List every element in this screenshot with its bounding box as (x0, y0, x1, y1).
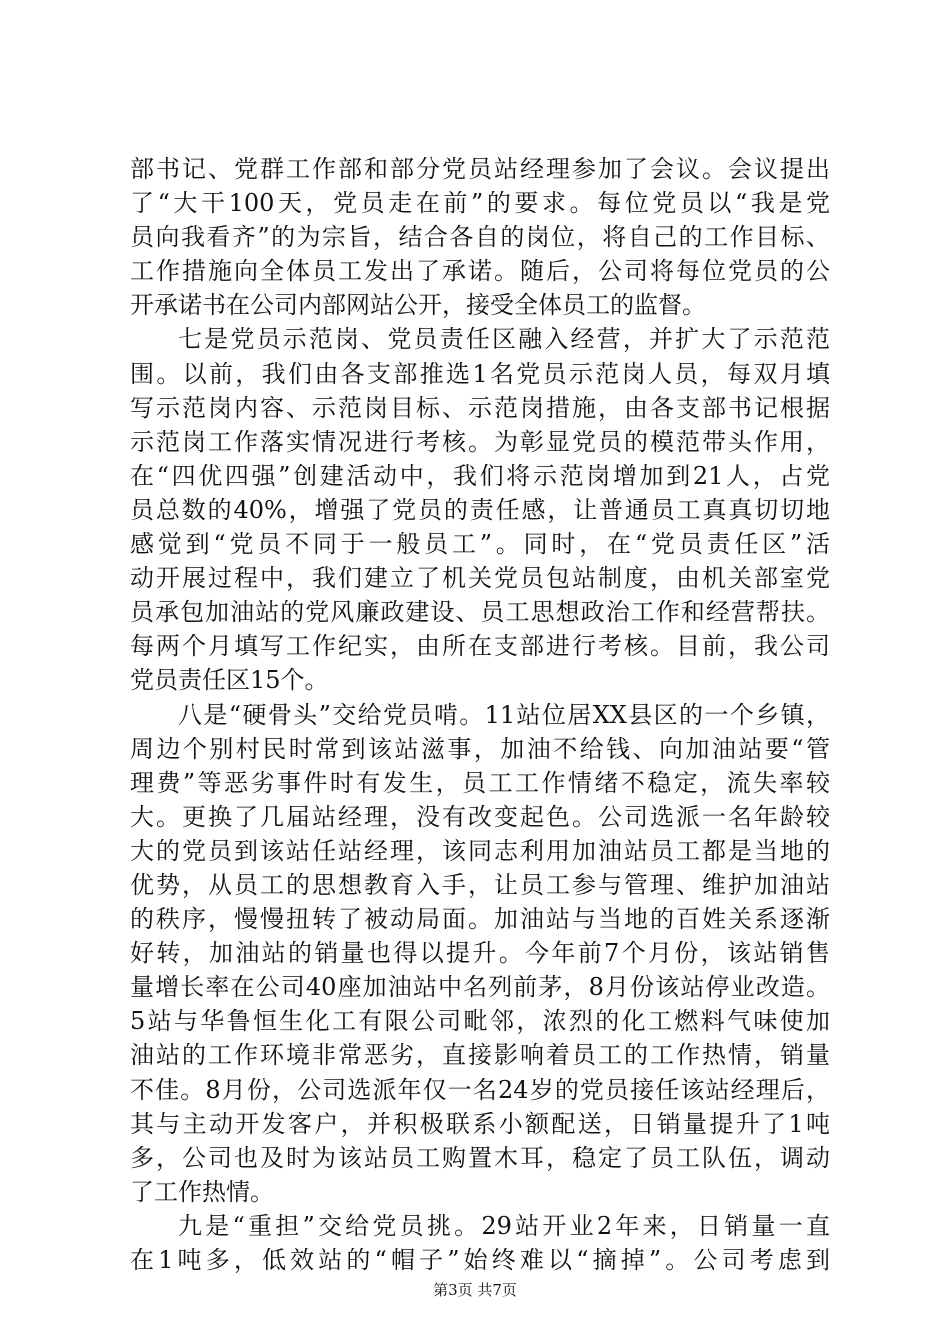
page-footer: 第3页 共7页 (433, 1281, 517, 1299)
text-line: 九是“重担”交给党员挑。29站开业2年来，日销量一直 (178, 1211, 830, 1240)
text-line: 量增长率在公司40座加油站中名列前茅，8月份该站停业改造。 (130, 973, 830, 1002)
text-line: 党员责任区15个。 (130, 666, 329, 695)
text-line: 其与主动开发客户，并积极联系小额配送，日销量提升了1吨 (130, 1109, 830, 1138)
text-line: 5站与华鲁恒生化工有限公司毗邻，浓烈的化工燃料气味使加 (130, 1007, 830, 1036)
text-line: 七是党员示范岗、党员责任区融入经营，并扩大了示范范 (178, 325, 830, 354)
text-line: 大。更换了几届站经理，没有改变起色。公司选派一名年龄较 (130, 802, 830, 831)
text-line: 每两个月填写工作纪实，由所在支部进行考核。目前，我公司 (130, 632, 830, 661)
text-line: 周边个别村民时常到该站滋事，加油不给钱、向加油站要“管 (130, 734, 830, 763)
text-line: 开承诺书在公司内部网站公开，接受全体员工的监督。 (130, 291, 706, 320)
text-line: 在“四优四强”创建活动中，我们将示范岗增加到21人，占党 (130, 461, 830, 490)
text-line: 在1吨多，低效站的“帽子”始终难以“摘掉”。公司考虑到 (130, 1246, 830, 1274)
text-line: 多，公司也及时为该站员工购置木耳，稳定了员工队伍，调动 (130, 1143, 830, 1172)
text-line: 工作措施向全体员工发出了承诺。随后，公司将每位党员的公 (130, 257, 830, 286)
text-line: 员总数的40%，增强了党员的责任感，让普通员工真真切切地 (130, 495, 830, 524)
text-line: 优势，从员工的思想教育入手，让员工参与管理、维护加油站 (130, 870, 830, 899)
text-line: 动开展过程中，我们建立了机关党员包站制度，由机关部室党 (130, 564, 830, 593)
text-line: 感觉到“党员不同于一般员工”。同时，在“党员责任区”活 (130, 530, 830, 559)
text-line: 的秩序，慢慢扭转了被动局面。加油站与当地的百姓关系逐渐 (130, 905, 830, 934)
text-line: 围。以前，我们由各支部推选1名党员示范岗人员，每双月填 (130, 359, 830, 388)
text-line: 了工作热情。 (130, 1177, 274, 1206)
text-line: 部书记、党群工作部和部分党员站经理参加了会议。会议提出 (130, 155, 830, 183)
body-text (130, 152, 830, 1277)
text-line: 了“大干100天，党员走在前”的要求。每位党员以“我是党 (130, 189, 830, 218)
text-line: 写示范岗内容、示范岗目标、示范岗措施，由各支部书记根据 (130, 393, 830, 422)
text-line: 八是“硬骨头”交给党员啃。11站位居XX县区的一个乡镇， (178, 700, 830, 729)
text-line: 示范岗工作落实情况进行考核。为彰显党员的模范带头作用， (130, 427, 830, 456)
text-line: 员承包加油站的党风廉政建设、员工思想政治工作和经营帮扶。 (130, 598, 830, 627)
text-line: 不佳。8月份，公司选派年仅一名24岁的党员接任该站经理后， (130, 1075, 830, 1104)
text-line: 大的党员到该站任站经理，该同志利用加油站员工都是当地的 (130, 836, 830, 865)
text-line: 理费”等恶劣事件时有发生，员工工作情绪不稳定，流失率较 (130, 768, 830, 797)
text-line: 油站的工作环境非常恶劣，直接影响着员工的工作热情，销量 (130, 1041, 830, 1070)
text-line: 好转，加油站的销量也得以提升。今年前7个月份，该站销售 (130, 939, 830, 968)
text-line: 员向我看齐”的为宗旨，结合各自的岗位，将自己的工作目标、 (130, 223, 830, 252)
